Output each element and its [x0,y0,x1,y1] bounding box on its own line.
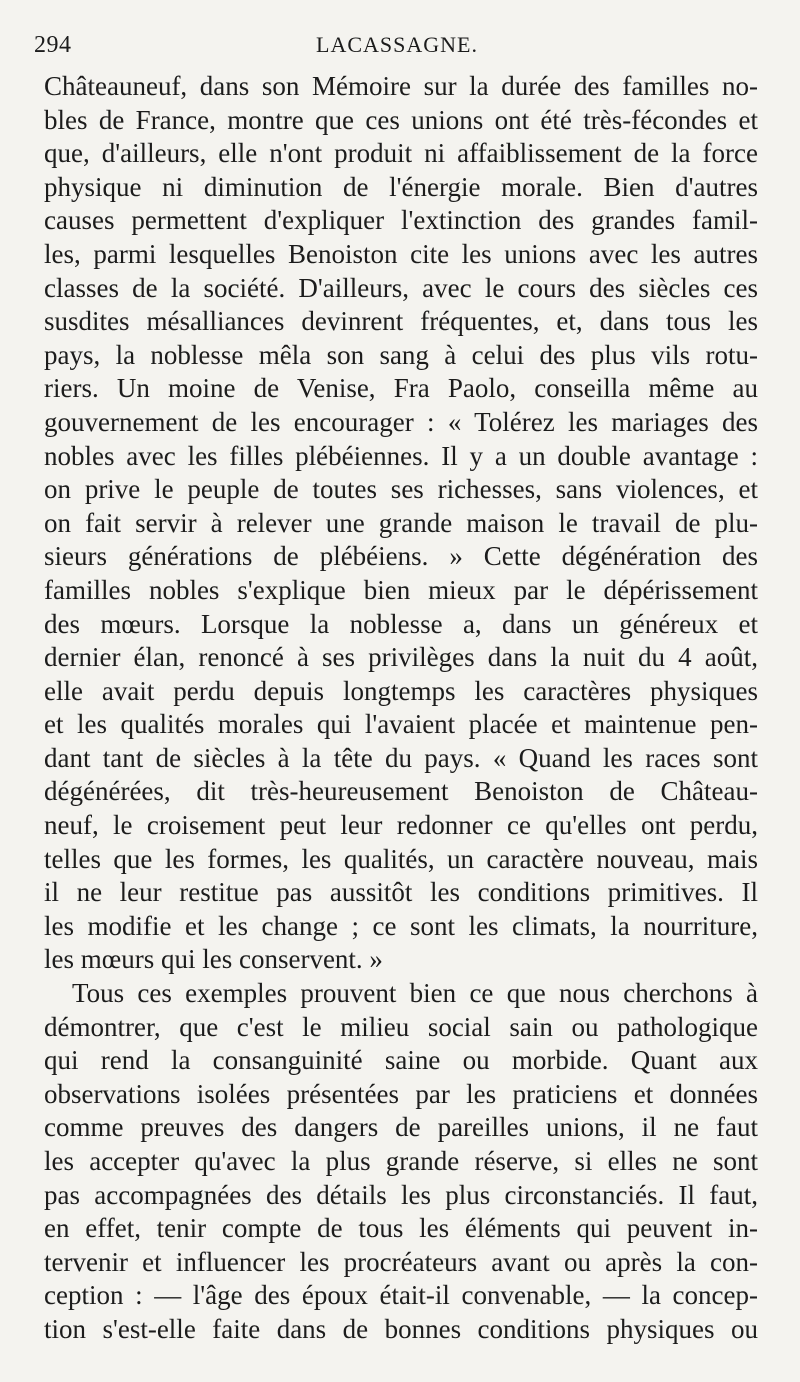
text-line-5: causes permettent d'expliquer l'extinction des grandes famil- [44,205,758,236]
text-line-10: riers. Un moine de Venise, Fra Paolo, conseilla même au [44,373,758,404]
text-line-4: physique ni diminution de l'énergie morale. Bien d'autres [44,171,758,202]
text-line-6: les, parmi lesquelles Benoiston cite les unions avec les autres [44,238,758,269]
text-line-20: et les qualités morales qui l'avaient placée et maintenue pen- [44,709,758,740]
text-line-30: qui rend la consanguinité saine ou morbide. Quant aux [44,1045,758,1076]
text-line-34: pas accompagnées des détails les plus circonstanciés. Il faut, [44,1179,758,1210]
text-line-9: pays, la noblesse mêla son sang à celui des plus vils rotu- [44,339,758,370]
text-line-31: observations isolées présentées par les praticiens et données [44,1078,758,1109]
text-line-15: sieurs générations de plébéiens. » Cette dégénération des [44,541,758,572]
text-line-19: elle avait perdu depuis longtemps les caractères physiques [44,675,758,706]
text-line-28: Tous ces exemples prouvent bien ce que nous cherchons à [72,978,758,1009]
text-line-33: les accepter qu'avec la plus grande réserve, si elles ne sont [44,1146,758,1176]
text-line-13: on prive le peuple de toutes ses richesses, sans violences, et [44,474,758,505]
text-line-16: familles nobles s'explique bien mieux par le dépérissement [44,574,758,605]
text-line-3: que, d'ailleurs, elle n'ont produit ni affaiblissement de la force [44,138,758,169]
text-line-17: des mœurs. Lorsque la noblesse a, dans un généreux et [44,608,758,639]
body-text [44,70,758,1347]
line-1-text: Châteauneuf, dans son Mémoire sur la durée des familles no- [44,71,758,101]
text-line-37: ception : — l'âge des époux était-il convenable, — la concep- [44,1280,758,1311]
text-line-7: classes de la société. D'ailleurs, avec le cours des siècles ces [44,272,758,303]
page-number: 294 [34,32,72,58]
page-header [34,28,760,62]
text-line-32: comme preuves des dangers de pareilles unions, il ne faut [44,1112,758,1143]
text-line-22: dégénérées, dit très-heureusement Benoiston de Château- [44,776,758,807]
text-line-18: dernier élan, renoncé à ses privilèges dans la nuit du 4 août, [44,642,758,673]
text-line-35: en effet, tenir compte de tous les éléments qui peuvent in- [44,1213,758,1244]
text-line-25: il ne leur restitue pas aussitôt les conditions primitives. Il [44,877,758,908]
text-line-8: susdites mésalliances devinrent fréquentes, et, dans tous les [44,306,758,337]
text-line-36: tervenir et influencer les procréateurs avant ou après la con- [44,1246,758,1277]
text-line-27: les mœurs qui les conservent. » [44,944,383,975]
text-line-1 [44,70,758,104]
text-line-26: les modifie et les change ; ce sont les climats, la nourriture, [44,910,758,941]
text-line-14: on fait servir à relever une grande maison le travail de plu- [44,507,758,538]
text-line-23: neuf, le croisement peut leur redonner ce qu'elles ont perdu, [44,810,758,841]
text-line-12: nobles avec les filles plébéiennes. Il y a un double avantage : [44,440,758,471]
text-line-2: bles de France, montre que ces unions ont été très-fécondes et [44,104,758,135]
text-line-24: telles que les formes, les qualités, un caractère nouveau, mais [44,843,758,874]
text-line-21: dant tant de siècles à la tête du pays. « Quand les races sont [44,742,758,773]
text-line-11: gouvernement de les encourager : « Tolérez les mariages des [44,406,758,437]
text-line-38: tion s'est-elle faite dans de bonnes conditions physiques ou [44,1313,758,1344]
text-line-29: démontrer, que c'est le milieu social sain ou pathologique [44,1011,758,1042]
running-head: LACASSAGNE. [316,32,478,57]
